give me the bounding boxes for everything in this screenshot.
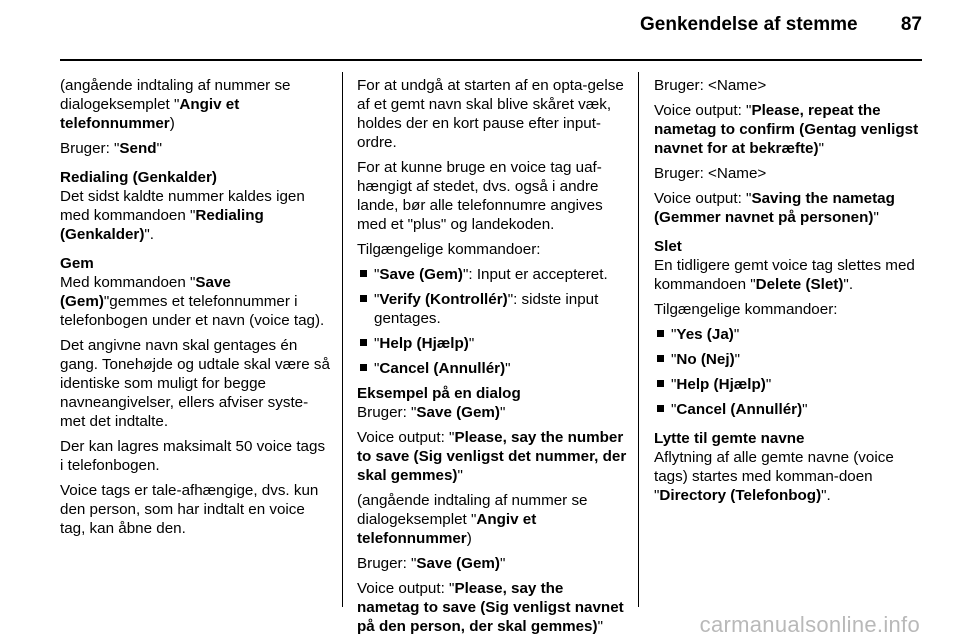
column-3	[654, 76, 924, 511]
bullet-icon	[360, 364, 367, 371]
paragraph: Det angivne navn skal gentages én gang. Tonehøjde og udtale skal være så identiske som muligt for begge navneangivelser, ellers afviser syste-met det indtalte.	[60, 337, 330, 430]
paragraph: For at kunne bruge en voice tag uaf-hængigt af stedet, dvs. også i andre lande, bør alle telefonnumre angives med et "plus" og landekoden.	[357, 159, 603, 233]
commands-label: Tilgængelige kommandoer:	[357, 241, 541, 258]
paragraph: Voice output: "Please, say the number to save (Sig venligst det nummer, der skal gemmes)"	[357, 429, 627, 484]
paragraph: Bruger: <Name>	[654, 77, 767, 94]
bullet-icon	[657, 405, 664, 412]
paragraph: Voice output: "Please, say the nametag to save (Sig venligst navnet på den person, der skal gemmes)"	[357, 580, 624, 635]
column-divider-1	[342, 72, 343, 607]
section-heading: Slet	[654, 238, 682, 255]
paragraph: Voice output: "Saving the nametag (Gemmer navnet på personen)"	[654, 190, 895, 226]
section-redialing: Redialing (Genkalder) Det sidst kaldte nummer kaldes igen med kommandoen "Redialing (Genkalder)".	[60, 168, 330, 244]
paragraph: (angående indtaling af nummer se dialogeksemplet "Angiv et telefonnummer)	[60, 77, 291, 132]
section-gem: Gem Med kommandoen "Save (Gem)"gemmes et telefonnummer i telefonbogen under et navn (voice tag).	[60, 254, 330, 330]
column-1	[60, 76, 330, 544]
paragraph: For at undgå at starten af en opta-gelse af et gemt navn skal blive skåret væk, holdes der en kort pause efter input-ordre.	[357, 77, 624, 151]
paragraph: Der kan lagres maksimalt 50 voice tags i telefonbogen.	[60, 438, 326, 474]
column-divider-2	[638, 72, 639, 607]
paragraph: Bruger: "Send"	[60, 140, 162, 157]
list-item: "Yes (Ja)"	[654, 325, 924, 344]
paragraph: Bruger: <Name>	[654, 165, 767, 182]
header-rule	[60, 59, 922, 61]
bullet-icon	[360, 270, 367, 277]
column-2	[357, 76, 627, 642]
bullet-icon	[657, 355, 664, 362]
bullet-icon	[657, 330, 664, 337]
paragraph: (angående indtaling af nummer se dialogeksemplet "Angiv et telefonnummer)	[357, 492, 588, 547]
list-item: "Verify (Kontrollér)": sidste input gentages.	[357, 290, 627, 328]
bullet-icon	[360, 339, 367, 346]
list-item: "Save (Gem)": Input er accepteret.	[357, 265, 627, 284]
section-example: Eksempel på en dialog Bruger: "Save (Gem)"	[357, 384, 627, 422]
section-heading: Lytte til gemte navne	[654, 430, 805, 447]
list-item: "Cancel (Annullér)"	[357, 359, 627, 378]
commands-label: Tilgængelige kommandoer:	[654, 301, 838, 318]
list-item: "No (Nej)"	[654, 350, 924, 369]
paragraph: Bruger: "Save (Gem)"	[357, 555, 506, 572]
command-list	[357, 265, 627, 378]
section-heading: Redialing (Genkalder)	[60, 169, 217, 186]
section-heading: Eksempel på en dialog	[357, 385, 521, 402]
section-heading: Gem	[60, 255, 94, 272]
command-list	[654, 325, 924, 419]
page-header	[60, 14, 922, 48]
list-item: "Help (Hjælp)"	[357, 334, 627, 353]
watermark: carmanualsonline.info	[699, 612, 920, 637]
bullet-icon	[360, 295, 367, 302]
section-slet: Slet En tidligere gemt voice tag slettes med kommandoen "Delete (Slet)".	[654, 237, 924, 294]
list-item: "Cancel (Annullér)"	[654, 400, 924, 419]
section-lytte: Lytte til gemte navne Aflytning af alle gemte navne (voice tags) startes med komman-doen "Directory (Telefonbog)".	[654, 429, 924, 505]
paragraph: Voice tags er tale-afhængige, dvs. kun den person, som har indtalt en voice tag, kan åbne den.	[60, 482, 319, 537]
paragraph: Voice output: "Please, repeat the nametag to confirm (Gentag venligst navnet for at bekræfte)"	[654, 102, 919, 157]
page-title: Genkendelse af stemme	[640, 14, 858, 35]
page-number: 87	[900, 14, 922, 35]
list-item: "Help (Hjælp)"	[654, 375, 924, 394]
bullet-icon	[657, 380, 664, 387]
